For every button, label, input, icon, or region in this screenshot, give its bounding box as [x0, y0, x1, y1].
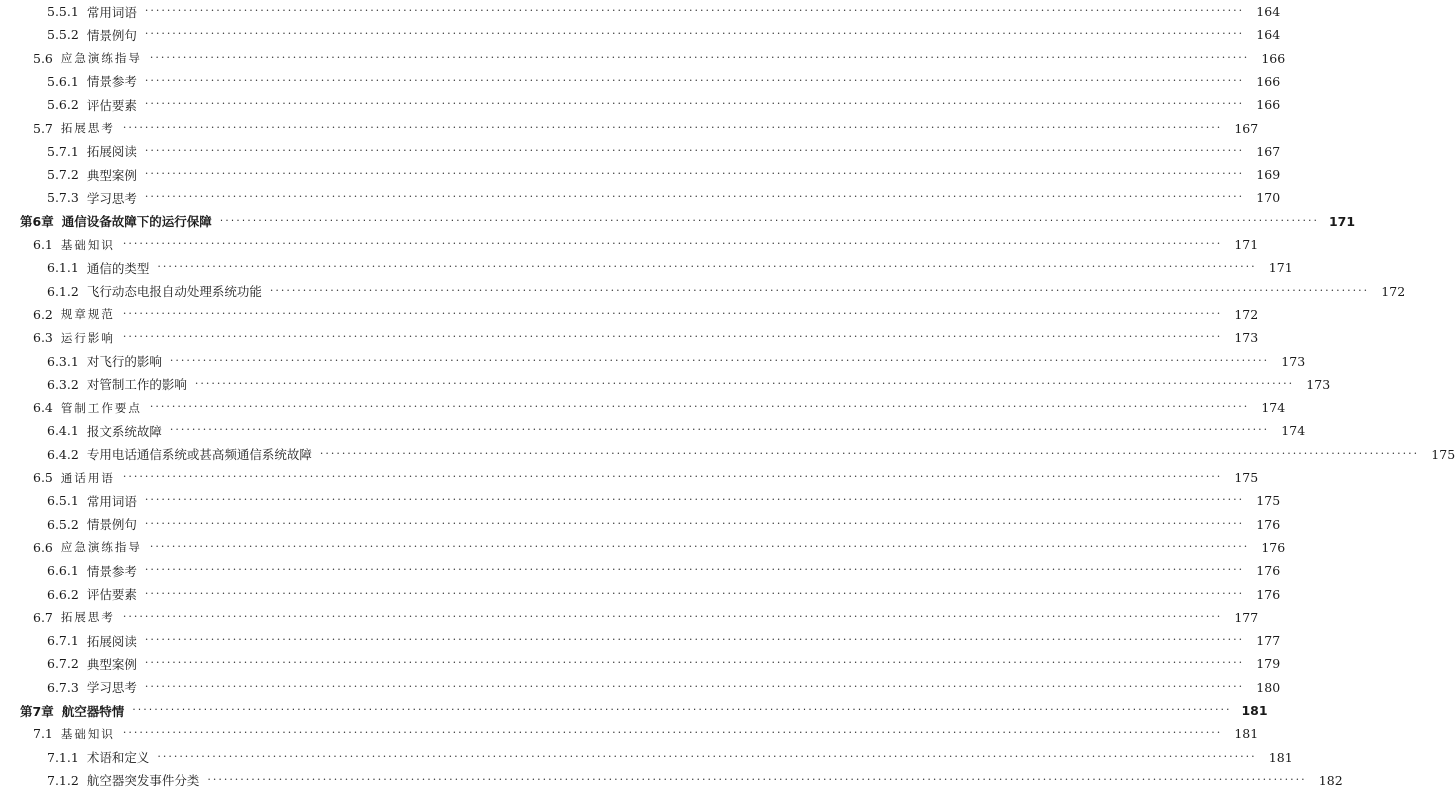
toc-leader-dots: ········································································································································································································ [122, 726, 1223, 740]
toc-leader-dots: ········································································································································································································ [144, 493, 1245, 507]
toc-page-number: 171 [1328, 213, 1356, 229]
toc-entry-number: 第6章 [20, 214, 54, 230]
toc-leader-dots: ········································································································································································································ [144, 97, 1245, 111]
toc-page-number: 174 [1261, 400, 1286, 416]
toc-entry-number: 6.7.3 [47, 679, 79, 695]
toc-leader-dots: ········································································································································································································ [169, 423, 1270, 437]
toc-entry-number: 6.4 [33, 400, 53, 416]
toc-entry-title: 基础知识 [60, 726, 115, 741]
toc-page-number: 176 [1256, 586, 1281, 602]
toc-entry-number: 5.5.1 [47, 4, 79, 19]
toc-leader-dots: ········································································································································································································ [157, 749, 1257, 763]
toc-entry-number: 6.6.2 [47, 586, 79, 602]
toc-entry-number: 6.4.1 [47, 423, 79, 439]
toc-section-entry[interactable] [0, 117, 1259, 140]
toc-leader-dots: ········································································································································································································ [122, 470, 1223, 483]
toc-page-number: 171 [1234, 237, 1259, 252]
toc-entry-title: 基础知识 [60, 237, 115, 252]
toc-entry-title: 通话用语 [60, 470, 115, 485]
toc-page-number: 181 [1234, 726, 1259, 742]
toc-subsection-entry[interactable] [0, 373, 1331, 396]
toc-subsection-entry[interactable] [0, 280, 1406, 303]
toc-entry-title: 拓展思考 [60, 121, 115, 135]
toc-entry-title: 情景例句 [86, 27, 137, 43]
toc-entry-number: 5.7 [33, 120, 53, 136]
toc-section-entry[interactable] [0, 722, 1259, 745]
toc-leader-dots: ········································································································································································································ [144, 73, 1245, 87]
toc-subsection-entry[interactable] [0, 186, 1281, 209]
toc-subsection-entry[interactable] [0, 0, 1281, 23]
toc-entry-title: 情景例句 [86, 517, 137, 533]
toc-entry-number: 6.7.2 [47, 656, 79, 672]
toc-page-number: 174 [1281, 423, 1306, 439]
toc-leader-dots: ········································································································································································································ [157, 260, 1257, 274]
toc-subsection-entry[interactable] [0, 419, 1306, 442]
toc-page-number: 177 [1256, 633, 1281, 649]
toc-page-number: 172 [1234, 306, 1259, 322]
toc-entry-title: 学习思考 [86, 190, 137, 206]
toc-leader-dots: ········································································································································································································ [144, 656, 1245, 670]
toc-entry-number: 6.1 [33, 237, 53, 252]
toc-leader-dots: ········································································································································································································ [122, 120, 1223, 134]
toc-subsection-entry[interactable] [0, 23, 1281, 46]
toc-entry-title: 拓展阅读 [86, 144, 137, 160]
toc-leader-dots: ········································································································································································································ [144, 563, 1245, 577]
toc-entry-title: 学习思考 [86, 680, 137, 696]
toc-entry-title: 应急演练指导 [60, 540, 142, 555]
toc-section-entry[interactable] [0, 303, 1259, 326]
toc-entry-title: 通信的类型 [86, 260, 150, 276]
toc-page-number: 180 [1256, 679, 1281, 695]
toc-subsection-entry[interactable] [0, 746, 1293, 769]
toc-chapter-entry[interactable] [0, 210, 1356, 233]
toc-page-number: 182 [1318, 772, 1343, 788]
toc-leader-dots: ········································································································································································································ [194, 376, 1295, 390]
toc-page-number: 170 [1256, 190, 1281, 206]
toc-entry-number: 6.1.2 [47, 283, 79, 299]
toc-entry-title: 对飞行的影响 [86, 354, 162, 369]
toc-page-number: 181 [1268, 749, 1293, 765]
toc-entry-number: 6.5 [33, 470, 53, 485]
toc-subsection-entry[interactable] [0, 513, 1281, 536]
toc-leader-dots: ········································································································································································································ [269, 283, 1370, 297]
toc-leader-dots: ········································································································································································································ [149, 400, 1250, 414]
toc-entry-title: 常用词语 [86, 4, 137, 20]
toc-entry-number: 5.7.1 [47, 143, 79, 159]
toc-entry-title: 评估要素 [86, 587, 137, 602]
toc-entry-title: 常用词语 [86, 493, 137, 509]
toc-page-number: 175 [1256, 493, 1281, 509]
toc-subsection-entry[interactable] [0, 583, 1281, 606]
toc-section-entry[interactable] [0, 536, 1286, 559]
toc-leader-dots: ········································································································································································································ [144, 679, 1245, 693]
toc-entry-title: 对管制工作的影响 [86, 377, 187, 393]
toc-leader-dots: ········································································································································································································ [144, 143, 1245, 157]
toc-page-number: 179 [1256, 656, 1281, 672]
toc-subsection-entry[interactable] [0, 70, 1281, 93]
toc-entry-title: 情景参考 [86, 74, 137, 90]
toc-entry-number: 6.5.2 [47, 516, 79, 532]
toc-entry-number: 5.6.1 [47, 73, 79, 89]
toc-leader-dots: ········································································································································································································ [144, 167, 1245, 181]
toc-page-number: 176 [1261, 539, 1286, 555]
toc-entry-number: 5.7.3 [47, 190, 79, 206]
toc-entry-title: 情景参考 [86, 563, 137, 579]
toc-entry-number: 6.3 [33, 330, 53, 346]
toc-subsection-entry[interactable] [0, 559, 1281, 582]
toc-entry-number: 7.1 [33, 726, 53, 742]
toc-page-number: 173 [1281, 353, 1306, 369]
toc-page-number: 175 [1234, 470, 1259, 485]
toc-entry-number: 第7章 [20, 703, 54, 719]
toc-leader-dots: ········································································································································································································ [122, 306, 1223, 320]
toc-entry-number: 6.3.1 [47, 353, 79, 369]
toc-leader-dots: ········································································································································································································ [122, 330, 1223, 344]
toc-subsection-entry[interactable] [0, 489, 1281, 512]
toc-entry-title: 评估要素 [86, 97, 137, 113]
toc-leader-dots: ········································································································································································································ [149, 50, 1250, 64]
toc-section-entry[interactable] [0, 466, 1259, 489]
toc-section-entry[interactable] [0, 606, 1259, 629]
toc-entry-number: 6.7.1 [47, 633, 79, 649]
toc-subsection-entry[interactable] [0, 256, 1293, 279]
toc-subsection-entry[interactable] [0, 350, 1306, 373]
toc-entry-title: 运行影响 [60, 330, 115, 345]
toc-subsection-entry[interactable] [0, 93, 1281, 116]
toc-entry-title: 术语和定义 [86, 750, 150, 766]
toc-page-number: 166 [1256, 73, 1281, 89]
toc-entry-number: 6.6.1 [47, 563, 79, 579]
toc-entry-number: 6.1.1 [47, 260, 79, 276]
toc-entry-title: 应急演练指导 [60, 51, 142, 66]
toc-subsection-entry[interactable] [0, 163, 1281, 186]
toc-page-number: 181 [1241, 703, 1268, 718]
toc-page-number: 166 [1256, 97, 1281, 113]
toc-page-number: 167 [1234, 120, 1259, 136]
toc-leader-dots: ········································································································································································································ [144, 516, 1245, 530]
toc-entry-title: 拓展阅读 [86, 633, 137, 649]
toc-page-number: 169 [1256, 167, 1281, 183]
toc-entry-title: 报文系统故障 [86, 423, 162, 439]
toc-entry-number: 6.6 [33, 539, 53, 555]
toc-subsection-entry[interactable] [0, 629, 1281, 652]
toc-page-number: 164 [1256, 27, 1281, 43]
toc-subsection-entry[interactable] [0, 443, 1455, 466]
toc-entry-number: 7.1.1 [47, 749, 79, 765]
toc-entry-title: 管制工作要点 [60, 400, 142, 415]
toc-entry-number: 6.4.2 [47, 446, 79, 462]
toc-entry-title: 通信设备故障下的运行保障 [61, 214, 212, 230]
toc-section-entry[interactable] [0, 396, 1286, 419]
toc-subsection-entry[interactable] [0, 652, 1281, 675]
toc-entry-title: 典型案例 [86, 167, 137, 183]
toc-page-number: 164 [1256, 4, 1281, 19]
toc-leader-dots: ········································································································································································································ [169, 353, 1270, 367]
toc-subsection-entry[interactable] [0, 140, 1281, 163]
toc-section-entry[interactable] [0, 233, 1259, 256]
toc-section-entry[interactable] [0, 47, 1286, 70]
toc-leader-dots: ········································································································································································································ [319, 446, 1420, 460]
toc-entry-title: 典型案例 [86, 656, 137, 672]
toc-entry-number: 6.3.2 [47, 376, 79, 392]
toc-entry-title: 航空器特情 [61, 703, 125, 719]
toc-entry-number: 5.6 [33, 50, 53, 66]
toc-entry-number: 5.7.2 [47, 167, 79, 183]
toc-entry-number: 6.2 [33, 306, 53, 322]
toc-page-number: 173 [1234, 330, 1259, 346]
toc-entry-title: 专用电话通信系统或甚高频通信系统故障 [86, 447, 312, 463]
toc-leader-dots: ········································································································································································································ [122, 237, 1223, 250]
toc-section-entry[interactable] [0, 326, 1259, 349]
toc-page-number: 177 [1234, 609, 1259, 625]
toc-page-number: 175 [1431, 446, 1455, 462]
toc-entry-title: 航空器突发事件分类 [86, 773, 200, 789]
toc-entry-number: 6.5.1 [47, 493, 79, 509]
toc-entry-number: 5.5.2 [47, 27, 79, 43]
toc-leader-dots: ········································································································································································································ [219, 213, 1320, 227]
toc-entry-number: 5.6.2 [47, 97, 79, 113]
toc-leader-dots: ········································································································································································································ [149, 539, 1250, 553]
toc-page-number: 171 [1268, 260, 1293, 276]
toc-subsection-entry[interactable] [0, 676, 1281, 699]
toc-entry-number: 6.7 [33, 609, 53, 625]
toc-leader-dots: ········································································································································································································ [144, 4, 1245, 17]
toc-leader-dots: ········································································································································································································ [144, 190, 1245, 204]
toc-leader-dots: ········································································································································································································ [132, 703, 1232, 716]
toc-entry-number: 7.1.2 [47, 772, 79, 788]
toc-page-number: 173 [1306, 376, 1331, 392]
toc-entry-title: 拓展思考 [60, 610, 115, 625]
toc-page-number: 167 [1256, 143, 1281, 159]
toc-leader-dots: ········································································································································································································ [122, 609, 1223, 623]
toc-page-number: 166 [1261, 50, 1286, 66]
toc-leader-dots: ········································································································································································································ [207, 772, 1307, 786]
toc-page-number: 172 [1381, 283, 1406, 299]
toc-page-number: 176 [1256, 563, 1281, 579]
toc-entry-title: 飞行动态电报自动处理系统功能 [86, 284, 262, 300]
toc-leader-dots: ········································································································································································································ [144, 27, 1245, 41]
toc-page-number: 176 [1256, 516, 1281, 532]
toc-subsection-entry[interactable] [0, 769, 1343, 792]
toc-leader-dots: ········································································································································································································ [144, 586, 1245, 600]
toc-entry-title: 规章规范 [60, 307, 115, 322]
toc-leader-dots: ········································································································································································································ [144, 633, 1245, 647]
toc-chapter-entry[interactable] [0, 699, 1268, 722]
